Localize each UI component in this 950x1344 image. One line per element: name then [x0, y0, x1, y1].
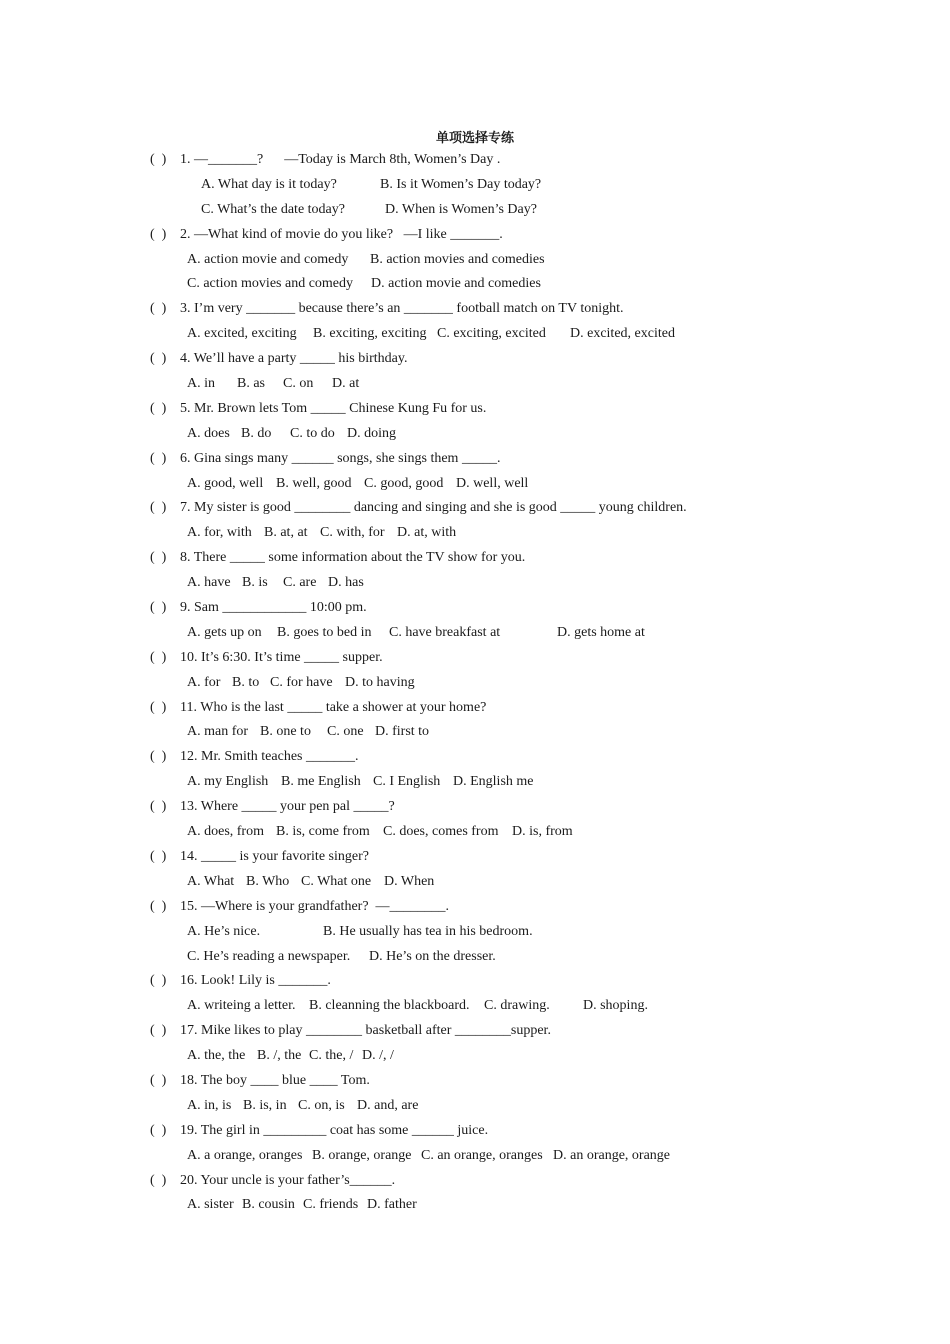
question-text: 11. Who is the last _____ take a shower at your home? — [180, 699, 487, 715]
option-c: C. with, for — [320, 525, 385, 541]
option-d: D. well, well — [456, 475, 529, 491]
option-a: A. gets up on — [187, 624, 262, 640]
question-text: 14. _____ is your favorite singer? — [180, 848, 369, 864]
answer-blank[interactable]: ( ) — [150, 749, 167, 765]
question-14 — [0, 845, 950, 870]
question-16 — [0, 969, 950, 994]
option-b: B. is, in — [243, 1097, 287, 1113]
option-line — [0, 720, 950, 745]
option-c: C. on — [283, 376, 314, 392]
option-a: A. man for — [187, 724, 249, 740]
question-10 — [0, 646, 950, 671]
option-c: C. action movies and comedy — [187, 276, 354, 292]
answer-blank[interactable]: ( ) — [150, 400, 167, 416]
option-c: C. an orange, oranges — [421, 1147, 543, 1163]
option-d: D. an orange, orange — [553, 1147, 671, 1163]
question-7 — [0, 496, 950, 521]
option-line — [0, 422, 950, 447]
option-c: C. on, is — [298, 1097, 345, 1113]
question-12 — [0, 745, 950, 770]
option-d: D. father — [367, 1197, 417, 1213]
option-d: D. to having — [345, 674, 415, 690]
option-line — [0, 248, 950, 273]
option-a: A. excited, exciting — [187, 326, 297, 342]
option-d: D. When is Women’s Day? — [385, 201, 537, 217]
option-c: C. I English — [373, 774, 441, 790]
option-line — [0, 571, 950, 596]
question-text: 3. I’m very _______ because there’s an _______ football match on TV tonight. — [180, 301, 624, 317]
question-2 — [0, 223, 950, 248]
question-5 — [0, 397, 950, 422]
option-line — [0, 322, 950, 347]
option-line — [0, 870, 950, 895]
question-text: 7. My sister is good ________ dancing and singing and she is good _____ young children. — [180, 500, 687, 516]
option-b: B. one to — [260, 724, 311, 740]
question-text: 15. —Where is your grandfather? —________. — [180, 898, 450, 914]
answer-blank[interactable]: ( ) — [150, 301, 167, 317]
question-text: 19. The girl in _________ coat has some ______ juice. — [180, 1122, 489, 1138]
option-d: D. has — [328, 575, 364, 591]
option-c: C. friends — [303, 1197, 359, 1213]
option-d: D. at, with — [397, 525, 457, 541]
question-17 — [0, 1019, 950, 1044]
answer-blank[interactable]: ( ) — [150, 600, 167, 616]
option-line — [0, 920, 950, 945]
option-c: C. does, comes from — [383, 824, 499, 840]
option-b: B. /, the — [257, 1048, 302, 1064]
option-a: A. He’s nice. — [187, 923, 261, 939]
question-text: 17. Mike likes to play ________ basketball after ________supper. — [180, 1023, 551, 1039]
answer-blank[interactable]: ( ) — [150, 1072, 167, 1088]
option-d: D. is, from — [512, 824, 573, 840]
option-line — [0, 1044, 950, 1069]
option-line — [0, 472, 950, 497]
question-text: 10. It’s 6:30. It’s time _____ supper. — [180, 649, 383, 665]
option-d: D. and, are — [357, 1097, 419, 1113]
option-c: C. exciting, excited — [437, 326, 546, 342]
option-b: B. well, good — [276, 475, 352, 491]
option-a: A. have — [187, 575, 231, 591]
option-line — [0, 272, 950, 297]
option-c: C. have breakfast at — [389, 624, 501, 640]
question-15 — [0, 895, 950, 920]
question-list — [0, 148, 950, 1218]
question-4 — [0, 347, 950, 372]
option-a: A. does, from — [187, 824, 264, 840]
option-line — [0, 521, 950, 546]
option-a: A. does — [187, 425, 230, 441]
option-c: C. are — [283, 575, 317, 591]
option-line — [0, 621, 950, 646]
option-line — [0, 770, 950, 795]
answer-blank[interactable]: ( ) — [150, 973, 167, 989]
option-c: C. What one — [301, 873, 372, 889]
option-d: D. When — [384, 873, 435, 889]
option-b: B. orange, orange — [312, 1147, 412, 1163]
option-b: B. Is it Women’s Day today? — [380, 176, 542, 192]
option-a: A. in, is — [187, 1097, 232, 1113]
answer-blank[interactable]: ( ) — [150, 649, 167, 665]
option-a: A. What — [187, 873, 235, 889]
answer-blank[interactable]: ( ) — [150, 226, 167, 242]
option-b: B. me English — [281, 774, 361, 790]
answer-blank[interactable]: ( ) — [150, 699, 167, 715]
answer-blank[interactable]: ( ) — [150, 1172, 167, 1188]
option-c: C. good, good — [364, 475, 444, 491]
question-11 — [0, 696, 950, 721]
answer-blank[interactable]: ( ) — [150, 500, 167, 516]
option-b: B. exciting, exciting — [313, 326, 427, 342]
option-d: D. at — [332, 376, 360, 392]
question-text: 1. —_______? —Today is March 8th, Women’s Day . — [180, 152, 501, 167]
question-text: 18. The boy ____ blue ____ Tom. — [180, 1072, 370, 1088]
option-a: A. What day is it today? — [201, 176, 337, 192]
option-b: B. cousin — [242, 1197, 295, 1213]
option-d: D. He’s on the dresser. — [369, 948, 496, 964]
answer-blank[interactable]: ( ) — [150, 1122, 167, 1138]
option-a: A. the, the — [187, 1048, 246, 1064]
option-c: C. What’s the date today? — [201, 201, 345, 217]
option-a: A. for — [187, 674, 221, 690]
option-c: C. drawing. — [484, 998, 550, 1014]
question-3 — [0, 297, 950, 322]
question-text: 8. There _____ some information about the TV show for you. — [180, 550, 526, 566]
answer-blank[interactable]: ( ) — [150, 799, 167, 815]
option-line — [0, 198, 950, 223]
option-line — [0, 1193, 950, 1218]
option-a: A. for, with — [187, 525, 252, 541]
question-text: 4. We’ll have a party _____ his birthday. — [180, 351, 408, 367]
option-line — [0, 994, 950, 1019]
option-line — [0, 671, 950, 696]
option-line — [0, 820, 950, 845]
answer-blank[interactable]: ( ) — [150, 848, 167, 864]
option-a: A. good, well — [187, 475, 264, 491]
option-a: A. in — [187, 376, 215, 392]
answer-blank[interactable]: ( ) — [150, 550, 167, 566]
option-a: A. sister — [187, 1197, 234, 1213]
option-b: B. as — [237, 376, 265, 392]
question-9 — [0, 596, 950, 621]
option-a: A. a orange, oranges — [187, 1147, 303, 1163]
option-b: B. cleanning the blackboard. — [309, 998, 470, 1014]
option-d: D. first to — [375, 724, 430, 740]
question-text: 9. Sam ____________ 10:00 pm. — [180, 600, 367, 616]
question-text: 12. Mr. Smith teaches _______. — [180, 749, 359, 765]
option-d: D. action movie and comedies — [371, 276, 541, 292]
option-b: B. goes to bed in — [277, 624, 372, 640]
option-b: B. is — [242, 575, 268, 591]
question-text: 6. Gina sings many ______ songs, she sings them _____. — [180, 450, 501, 466]
option-d: D. English me — [453, 774, 534, 790]
option-b: B. is, come from — [276, 824, 370, 840]
option-line — [0, 1144, 950, 1169]
option-d: D. doing — [347, 425, 396, 441]
question-6 — [0, 447, 950, 472]
question-text: 2. —What kind of movie do you like? —I like _______. — [180, 226, 503, 242]
option-line — [0, 945, 950, 970]
answer-blank[interactable]: ( ) — [150, 898, 167, 914]
option-d: D. excited, excited — [570, 326, 675, 342]
question-20 — [0, 1169, 950, 1194]
option-b: B. do — [241, 425, 272, 441]
question-text: 13. Where _____ your pen pal _____? — [180, 799, 395, 815]
option-a: A. my English — [187, 774, 269, 790]
option-d: D. gets home at — [557, 624, 645, 640]
option-d: D. /, / — [362, 1048, 394, 1064]
option-a: A. writeing a letter. — [187, 998, 296, 1014]
answer-blank[interactable]: ( ) — [150, 152, 167, 167]
option-b: B. to — [232, 674, 260, 690]
option-c: C. He’s reading a newspaper. — [187, 948, 351, 964]
option-b: B. Who — [246, 873, 290, 889]
option-b: B. at, at — [264, 525, 308, 541]
option-a: A. action movie and comedy — [187, 251, 349, 267]
page-title: 单项选择专练 — [435, 131, 514, 146]
option-c: C. to do — [290, 425, 335, 441]
answer-blank[interactable]: ( ) — [150, 450, 167, 466]
option-line — [0, 173, 950, 198]
option-c: C. for have — [270, 674, 333, 690]
question-text: 20. Your uncle is your father’s______. — [180, 1172, 396, 1188]
option-c: C. the, / — [309, 1048, 354, 1064]
question-text: 5. Mr. Brown lets Tom _____ Chinese Kung Fu for us. — [180, 400, 487, 416]
option-d: D. shoping. — [583, 998, 648, 1014]
question-18 — [0, 1069, 950, 1094]
question-8 — [0, 546, 950, 571]
question-13 — [0, 795, 950, 820]
option-c: C. one — [327, 724, 364, 740]
option-b: B. He usually has tea in his bedroom. — [323, 923, 533, 939]
answer-blank[interactable]: ( ) — [150, 351, 167, 367]
question-1 — [0, 148, 950, 173]
option-line — [0, 372, 950, 397]
question-text: 16. Look! Lily is _______. — [180, 973, 331, 989]
option-b: B. action movies and comedies — [370, 251, 545, 267]
question-19 — [0, 1119, 950, 1144]
answer-blank[interactable]: ( ) — [150, 1023, 167, 1039]
option-line — [0, 1094, 950, 1119]
